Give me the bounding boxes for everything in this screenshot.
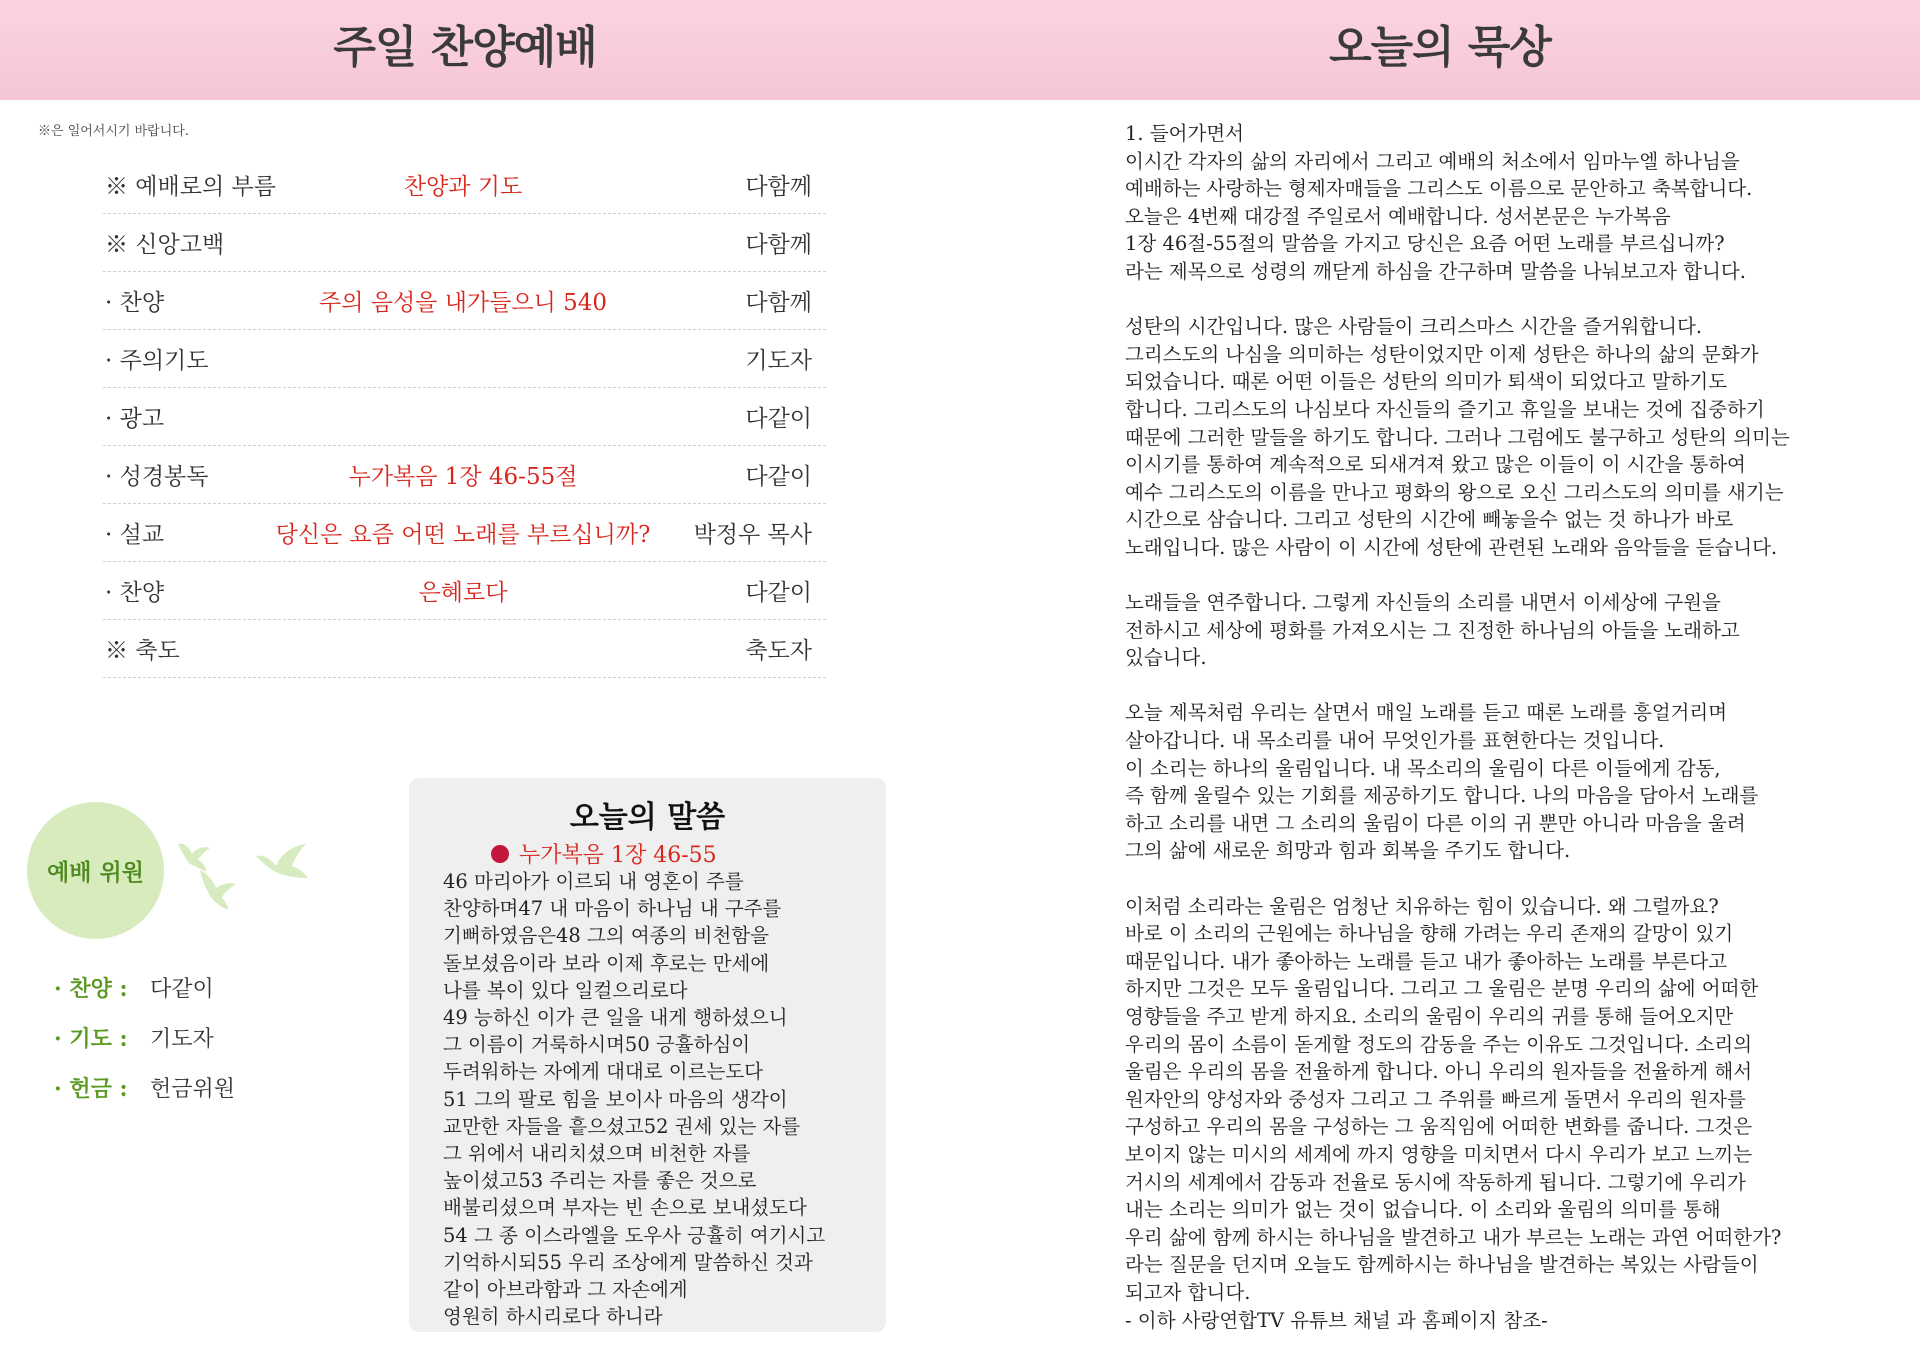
meditation-line: 오늘은 4번째 대강절 주일로서 예배합니다. 성서본문은 누가복음: [1125, 204, 1671, 228]
order-row: [103, 388, 826, 446]
meditation-line: 오늘 제목처럼 우리는 살면서 매일 노래를 듣고 때론 노래를 흥얼거리며: [1125, 701, 1728, 725]
meditation-line: 노래들을 연주합니다. 그렇게 자신들의 소리를 내면서 이세상에 구원을: [1125, 591, 1721, 615]
order-detail: 주의 음성을 내가들으니 540: [318, 290, 607, 316]
scripture-line: 그 위에서 내리치셨으며 비천한 자를: [443, 1142, 751, 1166]
committee-role: · 헌금 :: [54, 1076, 128, 1102]
committee-row: [54, 1072, 235, 1122]
order-detail: 당신은 요즘 어떤 노래를 부르십니까?: [275, 522, 651, 548]
standing-note: ※은 일어서시기 바랍니다.: [38, 124, 189, 139]
meditation-line: 예수 그리스도의 이름을 만나고 평화의 왕으로 오신 그리스도의 의미를 새기는: [1125, 480, 1784, 504]
meditation-line: 전하시고 세상에 평화를 가져오시는 그 진정한 하나님의 아들을 노래하고: [1125, 618, 1740, 642]
order-item: · 광고: [105, 406, 165, 432]
service-title: 주일 찬양예배: [333, 22, 597, 73]
meditation-line: 이시간 각자의 삶의 자리에서 그리고 예배의 처소에서 임마누엘 하나님을: [1125, 149, 1740, 173]
meditation-line: 하지만 그것은 모두 울림입니다. 그리고 그 울림은 분명 우리의 삶에 어떠한: [1125, 977, 1759, 1001]
order-leader: 다같이: [745, 406, 812, 432]
meditation-line: 시간으로 삼습니다. 그리고 성탄의 시간에 빼놓을수 없는 것 하나가 바로: [1125, 508, 1734, 532]
worship-committee-list: [54, 972, 235, 1122]
meditation-line: 그리스도의 나심을 의미하는 성탄이었지만 이제 성탄은 하나의 삶의 문화가: [1125, 342, 1759, 366]
order-row: [103, 272, 826, 330]
meditation-line: 보이지 않는 미시의 세계에 까지 영향을 미치면서 다시 우리가 보고 느끼는: [1125, 1142, 1753, 1166]
meditation-line: 성탄의 시간입니다. 많은 사람들이 크리스마스 시간을 즐거워합니다.: [1125, 315, 1703, 339]
meditation-line: 이처럼 소리라는 울림은 엄청난 치유하는 힘이 있습니다. 왜 그럴까요?: [1125, 894, 1719, 918]
scripture-line: 찬양하며47 내 마음이 하나님 내 구주를: [443, 897, 782, 921]
meditation-paragraph: [1125, 699, 1915, 865]
order-row: [103, 330, 826, 388]
meditation-line: 라는 질문을 던지며 오늘도 함께하시는 하나님을 발견하는 복있는 사람들이: [1125, 1253, 1759, 1277]
order-detail: 찬양과 기도: [403, 174, 523, 200]
meditation-line: 구성하고 우리의 몸을 구성하는 그 움직임에 어떠한 변화를 줍니다. 그것은: [1125, 1115, 1753, 1139]
order-row: [103, 620, 826, 678]
meditation-line: 울림은 우리의 몸을 전율하게 합니다. 아니 우리의 원자들을 전율하게 해서: [1125, 1060, 1753, 1084]
meditation-line: 하고 소리를 내면 그 소리의 울림이 다른 이의 귀 뿐만 아니라 마음을 울려: [1125, 811, 1746, 835]
meditation-line: 합니다. 그리스도의 나심보다 자신들의 즐기고 휴일을 보내는 것에 집중하기: [1125, 397, 1765, 421]
order-leader: 다같이: [745, 464, 812, 490]
todays-word-panel: [409, 778, 886, 1332]
meditation-line: 우리 삶에 함께 하시는 하나님을 발견하고 내가 부르는 노래는 과연 어떠한가?: [1125, 1225, 1782, 1249]
meditation-paragraph: [1125, 313, 1915, 561]
order-row: [103, 504, 826, 562]
order-leader: 다같이: [745, 580, 812, 606]
scripture-reference: [491, 838, 717, 869]
order-leader: 다함께: [745, 232, 812, 258]
scripture-line: 그 이름이 거룩하시며50 긍휼하심이: [443, 1033, 751, 1057]
meditation-paragraph: [1125, 120, 1915, 286]
order-item: · 설교: [105, 522, 165, 548]
meditation-line: 되었습니다. 때론 어떤 이들은 성탄의 의미가 퇴색이 되었다고 말하기도: [1125, 370, 1728, 394]
meditation-line: 내는 소리는 의미가 없는 것이 없습니다. 이 소리와 울림의 의미를 통해: [1125, 1198, 1721, 1222]
committee-role: · 찬양 :: [54, 976, 128, 1002]
meditation-line: 이시기를 통하여 계속적으로 되새겨져 왔고 많은 이들이 이 시간을 통하여: [1125, 453, 1746, 477]
meditation-line: 거시의 세계에서 감동과 전율로 동시에 작동하게 됩니다. 그렇기에 우리가: [1125, 1170, 1746, 1194]
order-leader: 축도자: [745, 638, 812, 664]
dove-icon: [254, 842, 310, 882]
scripture-line: 기뻐하였음은48 그의 여종의 비천함을: [443, 924, 769, 948]
order-leader: 다함께: [745, 290, 812, 316]
scripture-line: 영원히 하시리로다 하니라: [443, 1305, 663, 1329]
scripture-line: 기억하시되55 우리 조상에게 말씀하신 것과: [443, 1250, 813, 1274]
scripture-line: 54 그 종 이스라엘을 도우사 긍휼히 여기시고: [443, 1223, 826, 1247]
meditation-line: 1. 들어가면서: [1125, 122, 1244, 145]
committee-name: 기도자: [150, 1027, 214, 1052]
scripture-line: 51 그의 팔로 힘을 보이사 마음의 생각이: [443, 1087, 788, 1111]
order-leader: 박정우 목사: [693, 522, 812, 548]
committee-role: · 기도 :: [54, 1026, 128, 1052]
scripture-line: 높이셨고53 주리는 자를 좋은 것으로: [443, 1169, 757, 1193]
order-item: ※ 예배로의 부름: [105, 174, 276, 200]
scripture-text: [443, 868, 883, 1330]
committee-name: 다같이: [150, 977, 214, 1002]
meditation-line: 우리의 몸이 소름이 돋게할 정도의 감동을 주는 이유도 그것입니다. 소리의: [1125, 1032, 1753, 1056]
meditation-body: [1125, 120, 1915, 1358]
order-leader: 기도자: [745, 348, 812, 374]
order-item: · 주의기도: [105, 348, 209, 374]
scripture-line: 돌보셨음이라 보라 이제 후로는 만세에: [443, 951, 770, 975]
scripture-line: 교만한 자들을 흩으셨고52 권세 있는 자를: [443, 1114, 801, 1138]
meditation-line: 예배하는 사랑하는 형제자매들을 그리스도 이름으로 문안하고 축복합니다.: [1125, 177, 1753, 201]
meditation-line: 노래입니다. 많은 사람이 이 시간에 성탄에 관련된 노래와 음악들을 듣습니다.: [1125, 535, 1778, 559]
meditation-paragraph: [1125, 893, 1915, 1335]
dove-icon: [196, 866, 240, 912]
order-item: ※ 신앙고백: [105, 232, 225, 258]
committee-row: [54, 1022, 235, 1072]
meditation-line: 때문입니다. 내가 좋아하는 노래를 듣고 내가 좋아하는 노래를 부른다고: [1125, 949, 1728, 973]
order-item: · 성경봉독: [105, 464, 209, 490]
meditation-line: 원자안의 양성자와 중성자 그리고 그 주위를 빠르게 돌면서 우리의 원자를: [1125, 1087, 1746, 1111]
meditation-line: 되고자 합니다.: [1125, 1280, 1251, 1304]
scripture-line: 46 마리아가 이르되 내 영혼이 주를: [443, 870, 744, 893]
meditation-line: 이 소리는 하나의 울림입니다. 내 목소리의 울림이 다른 이들에게 감동,: [1125, 756, 1721, 780]
order-item: ※ 축도: [105, 638, 180, 664]
meditation-paragraph: [1125, 589, 1915, 672]
worship-order: [103, 156, 826, 678]
todays-word-title: 오늘의 말씀: [569, 800, 726, 835]
order-detail: 누가복음 1장 46-55절: [348, 464, 578, 490]
order-detail: 은혜로다: [418, 580, 508, 606]
scripture-reference-text: 누가복음 1장 46-55: [519, 843, 717, 868]
order-row: [103, 446, 826, 504]
worship-committee-badge: 예배 위원: [27, 802, 164, 939]
meditation-line: 살아갑니다. 내 목소리를 내어 무엇인가를 표현한다는 것입니다.: [1125, 729, 1665, 753]
committee-row: [54, 972, 235, 1022]
order-leader: 다함께: [745, 174, 812, 200]
meditation-line: 1장 46절-55절의 말씀을 가지고 당신은 요즘 어떤 노래를 부르십니까?: [1125, 232, 1725, 256]
meditation-line: 있습니다.: [1125, 646, 1207, 670]
order-row: [103, 214, 826, 272]
meditation-title: 오늘의 묵상: [1329, 22, 1551, 73]
meditation-line: 그의 삶에 새로운 희망과 힘과 회복을 주기도 합니다.: [1125, 839, 1571, 863]
scripture-line: 배불리셨으며 부자는 빈 손으로 보내셨도다: [443, 1196, 807, 1220]
meditation-line: - 이하 사랑연합TV 유튜브 채널 과 홈페이지 참조-: [1125, 1308, 1548, 1332]
committee-name: 헌금위원: [150, 1077, 236, 1102]
order-row: [103, 562, 826, 620]
scripture-line: 나를 복이 있다 일컬으리로다: [443, 978, 688, 1002]
order-item: · 찬양: [105, 290, 165, 316]
meditation-line: 영향들을 주고 받게 하지요. 소리의 울림이 우리의 귀를 통해 들어오지만: [1125, 1005, 1734, 1028]
order-item: · 찬양: [105, 580, 165, 606]
meditation-line: 때문에 그러한 말들을 하기도 합니다. 그러나 그럼에도 불구하고 성탄의 의미는: [1125, 425, 1790, 449]
meditation-line: 라는 제목으로 성령의 깨닫게 하심을 간구하며 말씀을 나눠보고자 합니다.: [1125, 259, 1746, 283]
scripture-line: 49 능하신 이가 큰 일을 내게 행하셨으니: [443, 1006, 788, 1030]
scripture-line: 같이 아브라함과 그 자손에게: [443, 1278, 688, 1302]
meditation-line: 즉 함께 울릴수 있는 기회를 제공하기도 합니다. 나의 마음을 담아서 노래를: [1125, 784, 1759, 808]
bullet-dot-icon: [491, 845, 509, 863]
meditation-line: 바로 이 소리의 근원에는 하나님을 향해 가려는 우리 존재의 갈망이 있기: [1125, 922, 1734, 946]
scripture-line: 두려워하는 자에게 대대로 이르는도다: [443, 1060, 763, 1084]
order-row: [103, 156, 826, 214]
